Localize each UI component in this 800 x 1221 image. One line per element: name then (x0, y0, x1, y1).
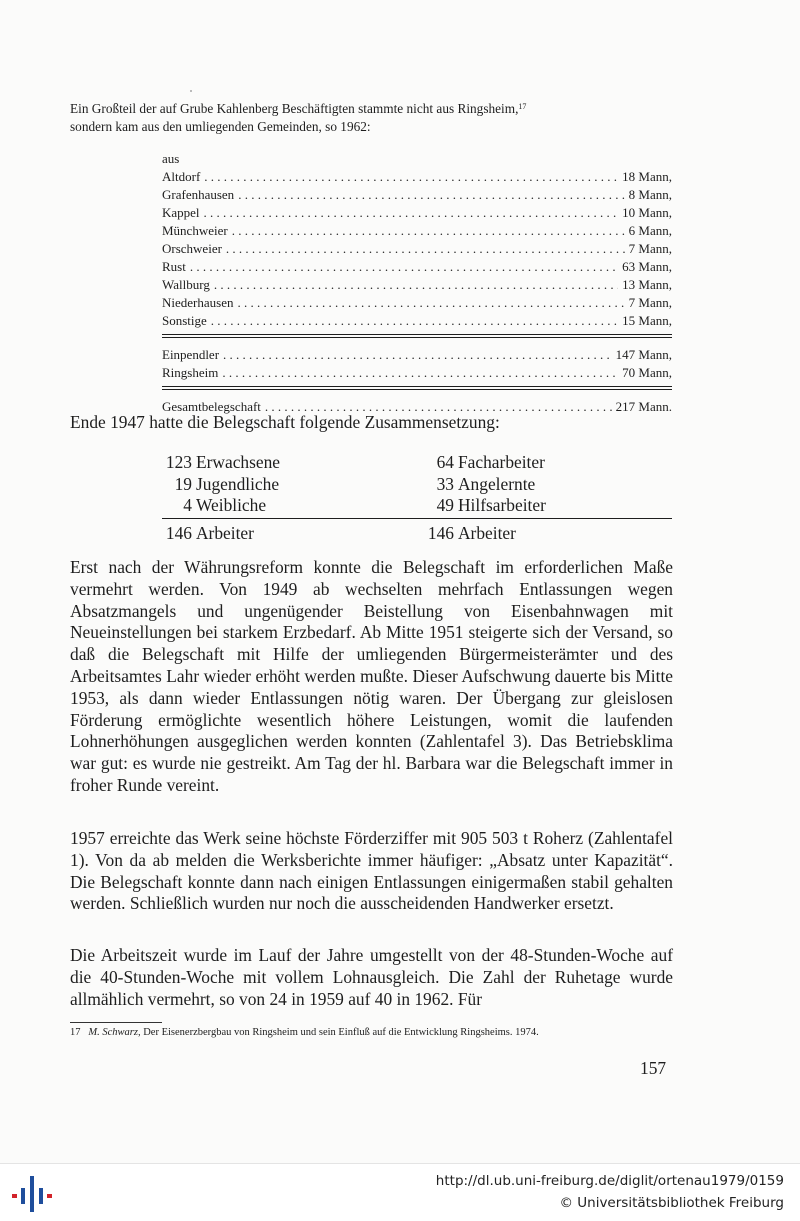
town-name: Niederhausen (162, 295, 234, 310)
town-count: 63 Mann, (622, 259, 672, 274)
commuter-row (162, 204, 672, 222)
intro-line-2: sondern kam aus den umliegenden Gemeinden, so 1962: (70, 119, 371, 134)
commuter-heading-row (162, 150, 672, 168)
town-name: Altdorf (162, 169, 201, 184)
town-count: 10 Mann, (622, 205, 672, 220)
leader-dots (238, 186, 624, 204)
speck-mark (190, 90, 192, 92)
category-label: Jugendliche (196, 473, 280, 494)
total-label: Arbeiter (196, 522, 254, 543)
intro-text (70, 100, 680, 136)
ringsheim-count: 70 Mann, (622, 365, 672, 380)
count: 19 (174, 473, 192, 494)
town-name: Rust (162, 259, 186, 274)
paragraph-2 (70, 828, 673, 915)
double-rule (162, 334, 672, 338)
ringsheim-label: Ringsheim (162, 365, 219, 380)
paragraph-text: Die Arbeitszeit wurde im Lauf der Jahre umgestellt von der 48-Stunden-Woche auf die 40-Stunden-Woche mit vollem Lohnausgleich. Die Zahl der Ruhetage wurde allmählich vermehrt, so von 24 in 1959 auf 40 in 1962. Für (70, 945, 673, 1009)
commuter-row (162, 168, 672, 186)
count: 123 (165, 452, 192, 472)
total-label: Gesamtbelegschaft (162, 399, 261, 414)
footnote (70, 1026, 539, 1040)
ringsheim-row (162, 364, 672, 382)
count: 64 (436, 452, 454, 472)
leader-dots (214, 276, 618, 294)
town-name: Grafenhausen (162, 187, 235, 202)
leader-dots (222, 364, 618, 382)
count: 33 (436, 473, 454, 494)
leader-dots (211, 312, 618, 330)
total-count: 217 Mann. (615, 399, 672, 414)
composition-row (162, 474, 672, 496)
double-rule (162, 386, 672, 390)
leader-dots (226, 240, 625, 258)
leader-dots (204, 168, 618, 186)
count: 49 (436, 495, 454, 515)
commuter-row (162, 294, 672, 312)
commuter-row (162, 276, 672, 294)
town-count: 13 Mann, (622, 277, 672, 292)
paragraph-3 (70, 945, 673, 1010)
commuter-list (162, 150, 672, 416)
category-label: Angelernte (458, 473, 536, 494)
total-count: 146 (165, 522, 192, 543)
paragraph-1 (70, 557, 673, 797)
commuter-row (162, 258, 672, 276)
page-number: 157 (640, 1058, 667, 1078)
einpendler-label: Einpendler (162, 347, 220, 362)
town-count: 7 Mann, (628, 295, 672, 310)
commuter-row (162, 222, 672, 240)
footnote-author: M. Schwarz, (88, 1027, 141, 1038)
town-name: Orschweier (162, 241, 222, 256)
town-name: Kappel (162, 205, 200, 220)
town-name: Münchweier (162, 223, 228, 238)
ub-freiburg-logo-icon (10, 1174, 54, 1214)
town-count: 15 Mann, (622, 313, 672, 328)
leader-dots (223, 346, 612, 364)
town-name: Sonstige (162, 313, 207, 328)
commuter-row (162, 186, 672, 204)
copyright-notice: © Universitätsbibliothek Freiburg (559, 1195, 784, 1211)
town-count: 8 Mann, (628, 187, 672, 202)
category-label: Hilfsarbeiter (458, 495, 546, 515)
composition-row (162, 452, 672, 474)
einpendler-count: 147 Mann, (615, 347, 672, 362)
intro-line-1: Ein Großteil der auf Grube Kahlenberg Beschäftigten stammte nicht aus Ringsheim, (70, 101, 519, 116)
commuter-row (162, 240, 672, 258)
footnote-number: 17 (70, 1027, 81, 1038)
commuter-heading: aus (162, 151, 180, 166)
paragraph-text: Erst nach der Währungsreform konnte die Belegschaft im erforderlichen Maße vermehrt werden. Von 1949 ab wechselten mehrfach Entlassungen wegen Absatzmangels und ungenügender Beistellung von Eisenbahnwagen mit Neueinstellungen bei starkem Erzbedarf. Ab Mitte 1951 steigerte sich der Versand, so daß die Belegschaft mit Hilfe der umliegenden Bürgermeisterämter und des Arbeitsamtes Lahr wieder erhöht werden mußte. Dieser Aufschwung dauerte bis Mitte 1953, als dann wieder Entlassungen nötig waren. Der Übergang zur gleislosen Förderung ermöglichte wesentlich höhere Leistungen, womit die laufenden Lohnerhöhungen ausgeglichen werden konnten (Zahlentafel 3). Das Betriebsklima war gut: es wurde nie gestreikt. Am Tag der hl. Barbara war die Belegschaft immer in froher Runde vereint. (70, 557, 673, 795)
footnote-ref: 17 (518, 102, 527, 111)
composition-total-row (162, 523, 672, 545)
town-name: Wallburg (162, 277, 210, 292)
category-label: Erwachsene (196, 452, 281, 472)
leader-dots (237, 294, 624, 312)
town-count: 6 Mann, (628, 223, 672, 238)
total-count: 146 (427, 522, 454, 543)
town-count: 18 Mann, (622, 169, 672, 184)
category-label: Facharbeiter (458, 452, 545, 472)
count: 4 (183, 495, 192, 515)
composition-table (162, 452, 672, 544)
einpendler-row (162, 346, 672, 364)
sum-rule (162, 518, 672, 519)
commuter-row (162, 312, 672, 330)
composition-lead: Ende 1947 hatte die Belegschaft folgende Zusammensetzung: (70, 412, 500, 432)
source-url[interactable]: http://dl.ub.uni-freiburg.de/diglit/ortenau1979/0159 (435, 1173, 784, 1189)
footnote-rule (70, 1022, 162, 1023)
composition-row (162, 495, 672, 517)
paragraph-text: 1957 erreichte das Werk seine höchste Förderziffer mit 905 503 t Roherz (Zahlentafel 1). Von da ab melden die Werksberichte immer häufiger: „Absatz unter Kapazität“. Die Belegschaft konnte dann nach einigen Entlassungen einigermaßen stabil gehalten werden. Schließlich wurden nur noch die ausscheidenden Handwerker ersetzt. (70, 828, 673, 914)
leader-dots (190, 258, 618, 276)
town-count: 7 Mann, (628, 241, 672, 256)
leader-dots (204, 204, 619, 222)
footnote-text: Der Eisenerzbergbau von Ringsheim und sein Einfluß auf die Entwicklung Ringsheims. 1974. (143, 1027, 539, 1038)
footer-bar (0, 1163, 800, 1221)
category-label: Weibliche (196, 495, 267, 515)
total-label: Arbeiter (458, 522, 516, 543)
leader-dots (232, 222, 625, 240)
